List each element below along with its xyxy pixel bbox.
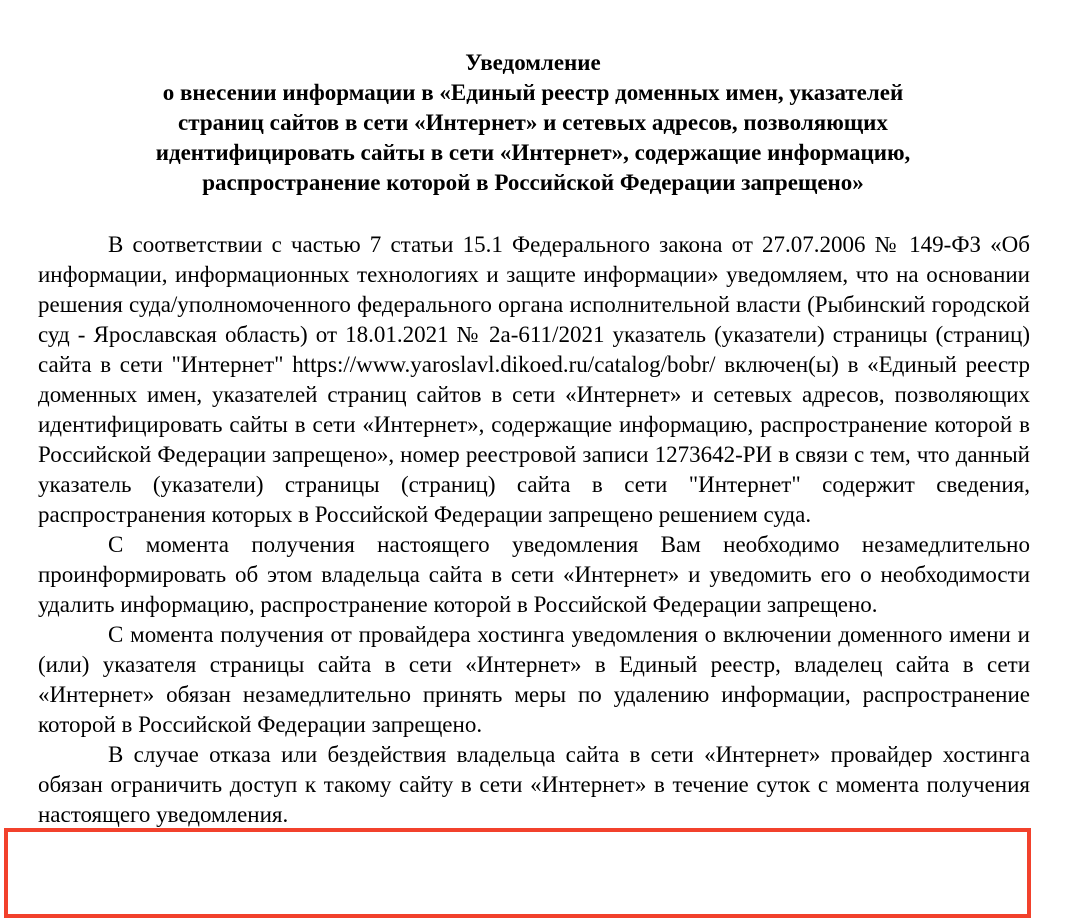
highlight-box xyxy=(4,828,1031,918)
notice-subtitle-line: идентифицировать сайты в сети «Интернет», содержащие информацию, xyxy=(155,140,911,165)
paragraph-owner-obligation: С момента получения от провайдера хостинга уведомления о включении доменного имени и (или) указателя страницы сайта в сети «Интернет» в Единый реестр, владелец сайта в сети «Интернет» обязан незамедлительно принять меры по удалению информации, распространение которой в Российской Федерации запрещено. xyxy=(38,622,1030,737)
notice-subtitle-line: распространение которой в Российской Федерации запрещено» xyxy=(202,170,864,195)
notice-subtitle-line: страниц сайтов в сети «Интернет» и сетевых адресов, позволяющих xyxy=(178,110,888,135)
paragraph-hosting-restriction: В случае отказа или бездействия владельца сайта в сети «Интернет» провайдер хостинга обязан ограничить доступ к такому сайту в сети «Интернет» в течение суток с момента получения настоящего уведомления. xyxy=(38,742,1030,827)
notice-body xyxy=(38,230,1030,830)
notice-subtitle-line: о внесении информации в «Единый реестр доменных имен, указателей xyxy=(162,80,904,105)
notice-heading xyxy=(0,48,1066,198)
notice-title: Уведомление xyxy=(465,50,601,75)
paragraph-inform-owner: С момента получения настоящего уведомления Вам необходимо незамедлительно проинформировать об этом владельца сайта в сети «Интернет» и уведомить его о необходимости удалить информацию, распространение которой в Российской Федерации запрещено. xyxy=(38,532,1030,617)
paragraph-legal-basis: В соответствии с частью 7 статьи 15.1 Федерального закона от 27.07.2006 № 149-ФЗ «Об информации, информационных технологиях и защите информации» уведомляем, что на основании решения суда/уполномоченного федерального органа исполнительной власти (Рыбинский городской суд - Ярославская область) от 18.01.2021 № 2а-611/2021 указатель (указатели) страницы (страниц) сайта в сети "Интернет" https://www.yaroslavl.dikoed.ru/catalog/bobr/ включен(ы) в «Единый реестр доменных имен, указателей страниц сайтов в сети «Интернет» и сетевых адресов, позволяющих идентифицировать сайты в сети «Интернет», содержащие информацию, распространение которой в Российской Федерации запрещено», номер реестровой записи 1273642-РИ в связи с тем, что данный указатель (указатели) страницы (страниц) сайта в сети "Интернет" содержит сведения, распространения которых в Российской Федерации запрещено решением суда. xyxy=(38,232,1030,527)
